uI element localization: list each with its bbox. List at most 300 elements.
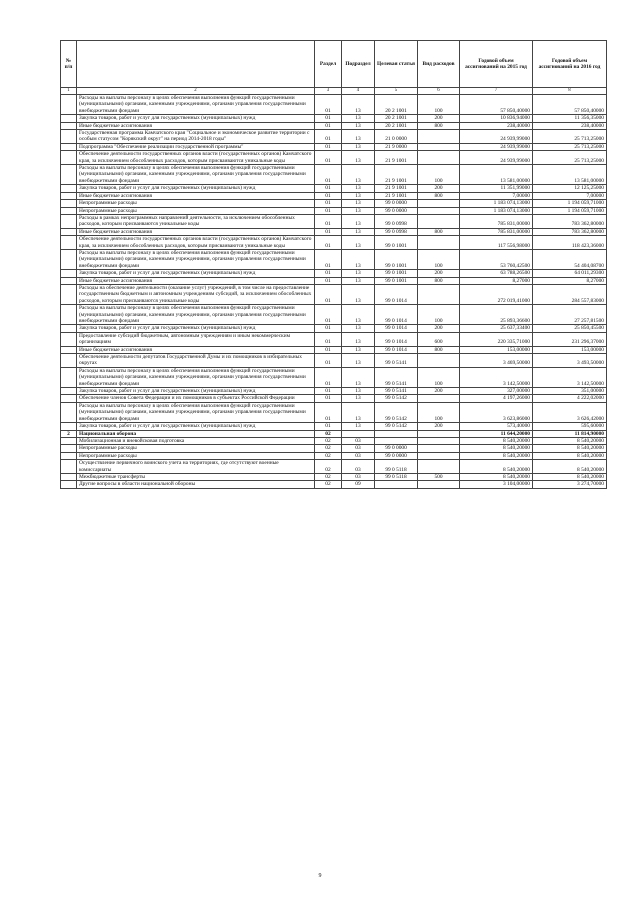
row-name: Другие вопросы в области национальной обороны (77, 481, 315, 488)
row-name: Закупка товаров, работ и услуг для государственных (муниципальных) нужд (77, 115, 315, 122)
row-subsection: 13 (342, 151, 375, 165)
row-amount-2016: 25 850,45500 (533, 325, 607, 332)
row-expense-type: 800 (418, 346, 460, 353)
row-number (61, 277, 77, 284)
row-section: 01 (315, 165, 342, 185)
row-expense-type (418, 481, 460, 488)
row-amount-2015: 3 623,86000 (460, 402, 533, 422)
row-subsection: 13 (342, 185, 375, 192)
row-number (61, 270, 77, 277)
row-number (61, 284, 77, 304)
row-amount-2016: 8 540,20000 (533, 460, 607, 474)
row-target-article: 99 0 1001 (375, 236, 418, 250)
row-target-article: 99 0 5141 (375, 354, 418, 368)
table-row (61, 445, 607, 452)
row-subsection: 13 (342, 130, 375, 144)
row-number (61, 325, 77, 332)
row-subsection: 13 (342, 284, 375, 304)
row-section: 01 (315, 305, 342, 325)
row-amount-2015: 13 581,00000 (460, 165, 533, 185)
row-target-article: 99 0 5142 (375, 423, 418, 430)
row-amount-2016: 8 540,20000 (533, 445, 607, 452)
row-amount-2015: 25 637,33400 (460, 325, 533, 332)
row-number (61, 185, 77, 192)
row-amount-2015: 573,40000 (460, 423, 533, 430)
row-amount-2016: 8 540,20000 (533, 452, 607, 459)
table-row (61, 207, 607, 214)
row-expense-type: 600 (418, 332, 460, 346)
row-target-article: 99 0 5141 (375, 388, 418, 395)
row-subsection: 13 (342, 395, 375, 402)
row-amount-2015: 238,40000 (460, 122, 533, 129)
row-number (61, 143, 77, 150)
row-section: 02 (315, 437, 342, 444)
row-amount-2016: 13 581,00000 (533, 165, 607, 185)
row-name: Непрограммные расходы (77, 207, 315, 214)
table-row (61, 305, 607, 325)
row-name: Обеспечение членов Совета Федерации и их помощников в субъектах Российской Федерации (77, 395, 315, 402)
row-subsection: 03 (342, 460, 375, 474)
row-name: Обеспечение деятельности депутатов Государственной Думы и их помощников в избирательных округах (77, 354, 315, 368)
row-number (61, 305, 77, 325)
row-amount-2015: 8 540,20000 (460, 445, 533, 452)
row-amount-2016: 1 194 059,71000 (533, 207, 607, 214)
row-expense-type (418, 452, 460, 459)
row-subsection: 13 (342, 277, 375, 284)
row-amount-2015: 4 197,26000 (460, 395, 533, 402)
row-amount-2016: 783 362,80000 (533, 214, 607, 228)
row-expense-type (418, 143, 460, 150)
row-section: 01 (315, 192, 342, 199)
row-number (61, 354, 77, 368)
row-amount-2015: 1 183 074,13000 (460, 200, 533, 207)
table-row (61, 284, 607, 304)
table-row (61, 236, 607, 250)
table-row (61, 185, 607, 192)
row-expense-type (418, 354, 460, 368)
row-section: 01 (315, 332, 342, 346)
row-section: 01 (315, 151, 342, 165)
row-number (61, 423, 77, 430)
row-name: Иные бюджетные ассигнования (77, 192, 315, 199)
header-name (77, 41, 315, 88)
row-name: Расходы на выплаты персоналу в целях обеспечения выполнения функций государственными (муниципальными) органами, казенными учреждениями, органами управления государственными внебюджетными фондами (77, 249, 315, 269)
table-row (61, 95, 607, 115)
row-target-article: 99 0 0998 (375, 214, 418, 228)
table-row (61, 367, 607, 387)
row-amount-2016: 1 194 059,71000 (533, 200, 607, 207)
row-target-article: 20 2 1001 (375, 95, 418, 115)
row-amount-2016: 238,40000 (533, 122, 607, 129)
row-name: Расходы на выплаты персоналу в целях обеспечения выполнения функций государственными (муниципальными) органами, казенными учреждениями, органами управления государственными внебюджетными фондами (77, 402, 315, 422)
row-amount-2015: 57 850,40000 (460, 95, 533, 115)
row-target-article: 20 2 1001 (375, 122, 418, 129)
row-subsection: 03 (342, 445, 375, 452)
row-section: 01 (315, 214, 342, 228)
table-row (61, 214, 607, 228)
row-subsection: 13 (342, 115, 375, 122)
row-amount-2016: 25 713,25000 (533, 143, 607, 150)
index-cell: 4 (342, 88, 375, 95)
row-subsection: 13 (342, 325, 375, 332)
row-expense-type: 200 (418, 388, 460, 395)
row-amount-2016: 8 540,20000 (533, 473, 607, 480)
row-name: Межбюджетные трансферты (77, 473, 315, 480)
row-number (61, 165, 77, 185)
row-number (61, 332, 77, 346)
row-expense-type: 800 (418, 228, 460, 235)
row-name: Расходы на выплаты персоналу в целях обеспечения выполнения функций государственными (муниципальными) органами, казенными учреждениями, органами управления государственными внебюджетными фондами (77, 305, 315, 325)
row-expense-type (418, 445, 460, 452)
row-expense-type (418, 460, 460, 474)
row-subsection: 13 (342, 423, 375, 430)
row-number (61, 192, 77, 199)
row-subsection: 13 (342, 249, 375, 269)
row-section: 01 (315, 207, 342, 214)
index-cell: 3 (315, 88, 342, 95)
row-amount-2016: 284 557,83000 (533, 284, 607, 304)
row-amount-2015: 272 019,41000 (460, 284, 533, 304)
row-subsection: 13 (342, 165, 375, 185)
index-cell: 8 (533, 88, 607, 95)
table-row (61, 165, 607, 185)
row-target-article: 99 0 1001 (375, 277, 418, 284)
row-name: Иные бюджетные ассигнования (77, 122, 315, 129)
row-subsection: 13 (342, 192, 375, 199)
row-name: Расходы на обеспечение деятельности (оказание услуг) учреждений, в том числе на предоставление государственным бюджетным и автономным учреждениям субсидий, за исключением обособленных расходов, которым присваиваются уникальные коды (77, 284, 315, 304)
row-target-article: 99 0 1014 (375, 284, 418, 304)
row-number (61, 481, 77, 488)
row-target-article: 99 0 0998 (375, 228, 418, 235)
header-subsection: Подраздел (342, 41, 375, 88)
row-number (61, 214, 77, 228)
index-cell: 5 (375, 88, 418, 95)
row-target-article: 99 0 0000 (375, 200, 418, 207)
row-amount-2016: 8,27000 (533, 277, 607, 284)
row-amount-2016: 4 222,02000 (533, 395, 607, 402)
table-row (61, 332, 607, 346)
row-section: 02 (315, 460, 342, 474)
row-expense-type: 200 (418, 270, 460, 277)
row-amount-2015: 220 335,71000 (460, 332, 533, 346)
index-cell: 2 (77, 88, 315, 95)
row-amount-2016: 3 274,70000 (533, 481, 607, 488)
row-section: 01 (315, 236, 342, 250)
row-number (61, 95, 77, 115)
row-subsection: 13 (342, 214, 375, 228)
row-section: 02 (315, 481, 342, 488)
row-amount-2015: 1 183 074,13000 (460, 207, 533, 214)
row-number (61, 122, 77, 129)
row-target-article: 99 0 1001 (375, 249, 418, 269)
row-expense-type: 500 (418, 473, 460, 480)
index-cell: 6 (418, 88, 460, 95)
index-cell: 7 (460, 88, 533, 95)
row-subsection: 13 (342, 200, 375, 207)
table-row (61, 200, 607, 207)
table-row (61, 115, 607, 122)
row-name: Закупка товаров, работ и услуг для государственных (муниципальных) нужд (77, 388, 315, 395)
row-subsection: 03 (342, 437, 375, 444)
row-expense-type (418, 430, 460, 437)
row-name: Расходы на выплаты персоналу в целях обеспечения выполнения функций государственными (муниципальными) органами, казенными учреждениями, органами управления государственными внебюджетными фондами (77, 165, 315, 185)
row-name: Национальная оборона (77, 430, 315, 437)
row-target-article: 99 0 0000 (375, 452, 418, 459)
table-row (61, 249, 607, 269)
row-expense-type: 100 (418, 249, 460, 269)
row-amount-2016: 57 850,40000 (533, 95, 607, 115)
row-number (61, 228, 77, 235)
row-number (61, 346, 77, 353)
row-subsection: 13 (342, 354, 375, 368)
row-expense-type: 100 (418, 165, 460, 185)
row-subsection: 09 (342, 481, 375, 488)
row-amount-2016: 64 011,29300 (533, 270, 607, 277)
row-expense-type: 100 (418, 402, 460, 422)
row-amount-2015: 3 142,50000 (460, 367, 533, 387)
row-expense-type (418, 284, 460, 304)
row-expense-type (418, 437, 460, 444)
table-row (61, 460, 607, 474)
row-number (61, 445, 77, 452)
table-row (61, 122, 607, 129)
row-name: Подпрограмма "Обеспечение реализации государственной программы" (77, 143, 315, 150)
row-expense-type: 100 (418, 95, 460, 115)
table-row (61, 430, 607, 437)
row-name: Расходы в рамках непрограммных направлений деятельности, за исключением обособленных расходов, которым присваиваются уникальные коды (77, 214, 315, 228)
row-section: 01 (315, 402, 342, 422)
row-section: 01 (315, 277, 342, 284)
table-row (61, 346, 607, 353)
row-name: Непрограммные расходы (77, 200, 315, 207)
table-row (61, 395, 607, 402)
row-number (61, 388, 77, 395)
row-target-article: 21 9 1001 (375, 192, 418, 199)
table-row (61, 151, 607, 165)
row-amount-2015: 785 831,00000 (460, 214, 533, 228)
row-expense-type: 200 (418, 325, 460, 332)
header-2015: Годовой объем ассигнований на 2015 год (460, 41, 533, 88)
header-no: № п/п (61, 41, 77, 88)
row-target-article: 99 0 1014 (375, 332, 418, 346)
row-subsection: 13 (342, 236, 375, 250)
row-amount-2015: 63 788,26500 (460, 270, 533, 277)
row-expense-type (418, 236, 460, 250)
row-target-article: 99 0 5141 (375, 367, 418, 387)
row-subsection: 13 (342, 228, 375, 235)
table-row (61, 473, 607, 480)
row-amount-2016: 7,00000 (533, 192, 607, 199)
row-section: 01 (315, 228, 342, 235)
row-target-article: 21 9 1001 (375, 185, 418, 192)
header-target-article: Целевая статья (375, 41, 418, 88)
row-expense-type: 200 (418, 185, 460, 192)
row-amount-2016: 3 626,42000 (533, 402, 607, 422)
table-row (61, 192, 607, 199)
row-subsection: 13 (342, 122, 375, 129)
row-subsection: 13 (342, 346, 375, 353)
row-expense-type: 800 (418, 192, 460, 199)
row-section: 02 (315, 452, 342, 459)
row-expense-type: 100 (418, 305, 460, 325)
row-section: 01 (315, 270, 342, 277)
row-number (61, 402, 77, 422)
row-amount-2015: 8 540,20000 (460, 452, 533, 459)
row-amount-2015: 24 939,99000 (460, 130, 533, 144)
row-number (61, 151, 77, 165)
row-section: 01 (315, 200, 342, 207)
row-name: Иные бюджетные ассигнования (77, 277, 315, 284)
table-row (61, 325, 607, 332)
row-expense-type: 200 (418, 115, 460, 122)
row-amount-2015: 11 644,20000 (460, 430, 533, 437)
index-row (61, 88, 607, 95)
row-target-article: 99 0 0000 (375, 207, 418, 214)
budget-table-sheet (60, 40, 606, 489)
row-number (61, 207, 77, 214)
row-section: 01 (315, 346, 342, 353)
index-cell: 1 (61, 88, 77, 95)
row-subsection: 13 (342, 388, 375, 395)
row-target-article (375, 481, 418, 488)
row-amount-2015: 24 939,99000 (460, 151, 533, 165)
row-expense-type (418, 207, 460, 214)
row-amount-2016: 351,00000 (533, 388, 607, 395)
row-expense-type (418, 214, 460, 228)
row-name: Закупка товаров, работ и услуг для государственных (муниципальных) нужд (77, 423, 315, 430)
table-row (61, 277, 607, 284)
row-subsection: 13 (342, 207, 375, 214)
row-target-article: 99 0 5142 (375, 402, 418, 422)
row-subsection: 13 (342, 270, 375, 277)
row-name: Расходы на выплаты персоналу в целях обеспечения выполнения функций государственными (муниципальными) органами, казенными учреждениями, органами управления государственными внебюджетными фондами (77, 95, 315, 115)
row-name: Закупка товаров, работ и услуг для государственных (муниципальных) нужд (77, 270, 315, 277)
row-section: 01 (315, 185, 342, 192)
row-subsection: 13 (342, 402, 375, 422)
row-target-article: 21 9 0000 (375, 143, 418, 150)
row-name: Непрограммные расходы (77, 445, 315, 452)
row-name: Иные бюджетные ассигнования (77, 346, 315, 353)
row-amount-2015: 10 836,94000 (460, 115, 533, 122)
table-row (61, 270, 607, 277)
row-number (61, 452, 77, 459)
row-amount-2015: 24 939,99000 (460, 143, 533, 150)
row-section: 02 (315, 445, 342, 452)
row-target-article: 99 0 1014 (375, 325, 418, 332)
row-amount-2016: 25 713,25000 (533, 130, 607, 144)
row-amount-2016: 153,00000 (533, 346, 607, 353)
row-expense-type (418, 130, 460, 144)
row-subsection: 13 (342, 305, 375, 325)
row-amount-2015: 25 893,36600 (460, 305, 533, 325)
row-amount-2016: 25 713,25000 (533, 151, 607, 165)
row-amount-2016: 595,60000 (533, 423, 607, 430)
header-row (61, 41, 607, 88)
row-amount-2016: 3 142,50000 (533, 367, 607, 387)
row-subsection (342, 430, 375, 437)
row-target-article: 21 0 0000 (375, 130, 418, 144)
row-name: Обеспечение деятельности государственных органов власти (государственных органов) Камчатского края, за исключением обособленных расходов, которым присваиваются уникальные коды (77, 236, 315, 250)
row-expense-type: 800 (418, 122, 460, 129)
row-name: Закупка товаров, работ и услуг для государственных (муниципальных) нужд (77, 185, 315, 192)
row-target-article (375, 430, 418, 437)
row-section: 01 (315, 395, 342, 402)
row-name: Предоставление субсидий бюджетным, автономным учреждениям и иным некоммерческим организациям (77, 332, 315, 346)
row-number (61, 473, 77, 480)
row-name: Мобилизационная и вневойсковая подготовка (77, 437, 315, 444)
row-amount-2015: 3 104,00000 (460, 481, 533, 488)
row-amount-2016: 54 404,08700 (533, 249, 607, 269)
row-section: 01 (315, 249, 342, 269)
row-amount-2016: 11 814,90000 (533, 430, 607, 437)
row-amount-2016: 27 257,81500 (533, 305, 607, 325)
row-amount-2016: 8 540,20000 (533, 437, 607, 444)
row-amount-2015: 153,00000 (460, 346, 533, 353)
row-amount-2015: 8 540,20000 (460, 437, 533, 444)
row-expense-type: 200 (418, 423, 460, 430)
row-expense-type (418, 200, 460, 207)
row-name: Обеспечение деятельности государственных органов власти (государственных органов) Камчатского края, за исключением обособленных расходов, которым присваиваются уникальные коды (77, 151, 315, 165)
row-name: Иные бюджетные ассигнования (77, 228, 315, 235)
row-number (61, 367, 77, 387)
row-amount-2015: 327,00000 (460, 388, 533, 395)
row-subsection: 13 (342, 95, 375, 115)
row-target-article: 99 0 5118 (375, 460, 418, 474)
row-expense-type (418, 395, 460, 402)
row-expense-type: 100 (418, 367, 460, 387)
row-name: Государственная программа Камчатского края "Социальное и экономическое развитие территории с особым статусом "Корякский округ" на период 2014-2018 годы" (77, 130, 315, 144)
row-target-article: 99 0 5118 (375, 473, 418, 480)
row-target-article: 99 0 5142 (375, 395, 418, 402)
row-section: 01 (315, 115, 342, 122)
table-row (61, 143, 607, 150)
row-amount-2015: 8,27000 (460, 277, 533, 284)
row-number (61, 249, 77, 269)
row-subsection: 13 (342, 332, 375, 346)
row-section: 01 (315, 388, 342, 395)
row-amount-2015: 53 760,42500 (460, 249, 533, 269)
row-number (61, 115, 77, 122)
row-expense-type: 800 (418, 277, 460, 284)
row-amount-2015: 785 831,00000 (460, 228, 533, 235)
row-target-article: 21 9 1001 (375, 165, 418, 185)
row-target-article: 99 0 1001 (375, 270, 418, 277)
row-section: 01 (315, 143, 342, 150)
row-subsection: 03 (342, 473, 375, 480)
row-number (61, 236, 77, 250)
row-name: Закупка товаров, работ и услуг для государственных (муниципальных) нужд (77, 325, 315, 332)
budget-table (60, 40, 607, 489)
table-row (61, 423, 607, 430)
row-amount-2016: 783 362,80000 (533, 228, 607, 235)
row-subsection: 13 (342, 367, 375, 387)
row-number (61, 130, 77, 144)
row-amount-2015: 8 540,20000 (460, 460, 533, 474)
row-amount-2015: 11 351,99000 (460, 185, 533, 192)
row-target-article: 20 2 1001 (375, 115, 418, 122)
row-target-article: 99 0 0000 (375, 445, 418, 452)
row-number (61, 460, 77, 474)
table-row (61, 402, 607, 422)
row-name: Непрограммные расходы (77, 452, 315, 459)
row-expense-type (418, 151, 460, 165)
row-section: 01 (315, 367, 342, 387)
row-subsection: 03 (342, 452, 375, 459)
row-name: Осуществление первичного воинского учета на территориях, где отсутствуют военные комиссариаты (77, 460, 315, 474)
row-amount-2015: 3 469,50000 (460, 354, 533, 368)
row-target-article (375, 437, 418, 444)
header-section: Раздел (315, 41, 342, 88)
